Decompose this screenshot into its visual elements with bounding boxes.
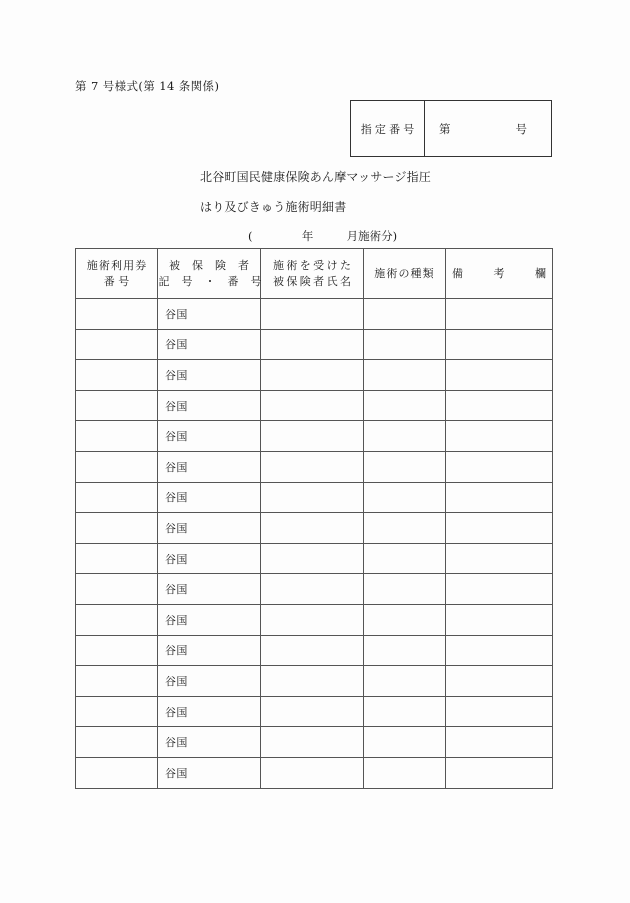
period-month-label: 月施術分) bbox=[346, 229, 398, 243]
cell-ticket-number[interactable] bbox=[76, 299, 158, 330]
cell-insured-symbol-number[interactable] bbox=[158, 299, 261, 330]
table-row bbox=[76, 727, 553, 758]
cell-insured-symbol-number[interactable] bbox=[158, 390, 261, 421]
cell-insured-symbol-number[interactable] bbox=[158, 604, 261, 635]
header-remarks-center: 考 bbox=[493, 266, 505, 280]
cell-ticket-number[interactable] bbox=[76, 482, 158, 513]
cell-ticket-number[interactable] bbox=[76, 421, 158, 452]
cell-insured-symbol-number-text: 谷国 bbox=[165, 674, 188, 688]
header-insured-name-line1: 施術を受けた bbox=[272, 258, 354, 272]
cell-treatment-type[interactable] bbox=[364, 727, 446, 758]
cell-insured-symbol-number-text: 谷国 bbox=[165, 368, 188, 382]
document-title-line-2: はり及びきゅう施術明細書 bbox=[200, 200, 347, 214]
cell-ticket-number[interactable] bbox=[76, 757, 158, 788]
cell-insured-symbol-number-text: 谷国 bbox=[165, 736, 188, 750]
cell-treatment-type[interactable] bbox=[364, 757, 446, 788]
cell-insured-symbol-number[interactable] bbox=[158, 421, 261, 452]
table-row bbox=[76, 360, 553, 391]
table-row bbox=[76, 604, 553, 635]
designated-number-suffix: 号 bbox=[515, 121, 527, 136]
cell-insured-symbol-number-text: 谷国 bbox=[165, 644, 188, 658]
cell-insured-name[interactable] bbox=[261, 329, 364, 360]
table-row bbox=[76, 482, 553, 513]
header-treatment-type bbox=[364, 249, 446, 299]
header-ticket-number-line1: 施術利用券 bbox=[86, 258, 148, 272]
cell-insured-symbol-number[interactable] bbox=[158, 360, 261, 391]
header-ticket-number-line2-left: 番 bbox=[103, 274, 115, 288]
header-insured-symbol-number-line1: 被 保 険 者 bbox=[169, 258, 250, 272]
cell-remarks[interactable] bbox=[446, 543, 553, 574]
cell-remarks[interactable] bbox=[446, 360, 553, 391]
cell-ticket-number[interactable] bbox=[76, 574, 158, 605]
cell-remarks[interactable] bbox=[446, 666, 553, 697]
period-year-label: 年 bbox=[301, 229, 314, 243]
cell-remarks[interactable] bbox=[446, 727, 553, 758]
cell-treatment-type[interactable] bbox=[364, 543, 446, 574]
cell-insured-symbol-number[interactable] bbox=[158, 513, 261, 544]
document-title-block bbox=[0, 168, 630, 244]
cell-remarks[interactable] bbox=[446, 482, 553, 513]
header-insured-name bbox=[261, 249, 364, 299]
cell-insured-name[interactable] bbox=[261, 482, 364, 513]
cell-treatment-type[interactable] bbox=[364, 513, 446, 544]
cell-insured-symbol-number-text: 谷国 bbox=[165, 491, 188, 505]
cell-remarks[interactable] bbox=[446, 451, 553, 482]
cell-treatment-type[interactable] bbox=[364, 390, 446, 421]
cell-insured-symbol-number-text: 谷国 bbox=[165, 766, 188, 780]
header-insured-name-line2: 被保険者氏名 bbox=[272, 274, 354, 288]
cell-insured-name[interactable] bbox=[261, 666, 364, 697]
header-treatment-type-label: 施術の種類 bbox=[374, 266, 435, 280]
cell-insured-name[interactable] bbox=[261, 574, 364, 605]
table-row bbox=[76, 329, 553, 360]
cell-ticket-number[interactable] bbox=[76, 513, 158, 544]
header-remarks-right: 欄 bbox=[535, 266, 546, 280]
cell-insured-name[interactable] bbox=[261, 451, 364, 482]
cell-remarks[interactable] bbox=[446, 329, 553, 360]
cell-remarks[interactable] bbox=[446, 513, 553, 544]
cell-treatment-type[interactable] bbox=[364, 329, 446, 360]
cell-ticket-number[interactable] bbox=[76, 604, 158, 635]
cell-insured-symbol-number[interactable] bbox=[158, 329, 261, 360]
table-row bbox=[76, 635, 553, 666]
table-header-row bbox=[76, 249, 553, 299]
table-row bbox=[76, 543, 553, 574]
cell-treatment-type[interactable] bbox=[364, 360, 446, 391]
cell-ticket-number[interactable] bbox=[76, 390, 158, 421]
table-row bbox=[76, 513, 553, 544]
table-row bbox=[76, 299, 553, 330]
header-insured-symbol-number bbox=[158, 249, 261, 299]
cell-treatment-type[interactable] bbox=[364, 482, 446, 513]
designated-number-label-cell bbox=[351, 101, 425, 156]
header-remarks bbox=[446, 249, 553, 299]
cell-ticket-number[interactable] bbox=[76, 329, 158, 360]
cell-insured-symbol-number[interactable] bbox=[158, 482, 261, 513]
cell-remarks[interactable] bbox=[446, 757, 553, 788]
designated-number-label: 指定番号 bbox=[360, 122, 418, 136]
cell-remarks[interactable] bbox=[446, 696, 553, 727]
cell-insured-symbol-number[interactable] bbox=[158, 635, 261, 666]
cell-insured-name[interactable] bbox=[261, 604, 364, 635]
cell-treatment-type[interactable] bbox=[364, 421, 446, 452]
cell-insured-name[interactable] bbox=[261, 757, 364, 788]
cell-insured-symbol-number-text: 谷国 bbox=[165, 460, 188, 474]
cell-insured-symbol-number[interactable] bbox=[158, 451, 261, 482]
cell-treatment-type[interactable] bbox=[364, 635, 446, 666]
header-ticket-number bbox=[76, 249, 158, 299]
table-row bbox=[76, 757, 553, 788]
cell-treatment-type[interactable] bbox=[364, 451, 446, 482]
cell-ticket-number[interactable] bbox=[76, 635, 158, 666]
table-row bbox=[76, 696, 553, 727]
cell-remarks[interactable] bbox=[446, 635, 553, 666]
cell-ticket-number[interactable] bbox=[76, 543, 158, 574]
cell-insured-symbol-number[interactable] bbox=[158, 543, 261, 574]
period-open-paren: ( bbox=[248, 229, 253, 243]
cell-insured-name[interactable] bbox=[261, 543, 364, 574]
header-ticket-number-line2-right: 号 bbox=[118, 274, 130, 288]
header-insured-symbol-number-line2: 記 号 ・ 番 号 bbox=[158, 274, 262, 288]
cell-insured-name[interactable] bbox=[261, 299, 364, 330]
table-row bbox=[76, 574, 553, 605]
cell-treatment-type[interactable] bbox=[364, 604, 446, 635]
cell-ticket-number[interactable] bbox=[76, 696, 158, 727]
cell-ticket-number[interactable] bbox=[76, 451, 158, 482]
treatment-detail-table bbox=[75, 248, 553, 789]
cell-insured-name[interactable] bbox=[261, 390, 364, 421]
table-row bbox=[76, 421, 553, 452]
cell-treatment-type[interactable] bbox=[364, 666, 446, 697]
cell-remarks[interactable] bbox=[446, 390, 553, 421]
cell-ticket-number[interactable] bbox=[76, 666, 158, 697]
cell-insured-name[interactable] bbox=[261, 635, 364, 666]
cell-insured-symbol-number-text: 谷国 bbox=[165, 399, 188, 413]
cell-insured-symbol-number[interactable] bbox=[158, 727, 261, 758]
cell-insured-name[interactable] bbox=[261, 727, 364, 758]
cell-ticket-number[interactable] bbox=[76, 360, 158, 391]
cell-insured-name[interactable] bbox=[261, 696, 364, 727]
form-number-label: 第 7 号様式(第 14 条関係) bbox=[75, 79, 220, 93]
cell-remarks[interactable] bbox=[446, 604, 553, 635]
document-title-line-1: 北谷町国民健康保険あん摩マッサージ指圧 bbox=[200, 170, 432, 184]
cell-treatment-type[interactable] bbox=[364, 574, 446, 605]
table-row bbox=[76, 666, 553, 697]
table-row bbox=[76, 451, 553, 482]
header-remarks-left: 備 bbox=[452, 266, 463, 280]
cell-insured-symbol-number-text: 谷国 bbox=[165, 613, 188, 627]
treatment-period-line bbox=[0, 228, 630, 244]
cell-insured-symbol-number[interactable] bbox=[158, 574, 261, 605]
cell-insured-symbol-number-text: 谷国 bbox=[165, 552, 188, 566]
cell-insured-symbol-number-text: 谷国 bbox=[165, 338, 188, 352]
designated-number-value-cell[interactable] bbox=[425, 101, 551, 156]
cell-insured-symbol-number-text: 谷国 bbox=[165, 430, 188, 444]
cell-insured-symbol-number-text: 谷国 bbox=[165, 705, 188, 719]
cell-insured-symbol-number[interactable] bbox=[158, 666, 261, 697]
designated-number-prefix: 第 bbox=[439, 121, 451, 136]
cell-insured-symbol-number-text: 谷国 bbox=[165, 307, 188, 321]
cell-insured-symbol-number-text: 谷国 bbox=[165, 583, 188, 597]
cell-insured-name[interactable] bbox=[261, 513, 364, 544]
cell-treatment-type[interactable] bbox=[364, 299, 446, 330]
cell-insured-symbol-number-text: 谷国 bbox=[165, 521, 188, 535]
cell-remarks[interactable] bbox=[446, 299, 553, 330]
cell-remarks[interactable] bbox=[446, 421, 553, 452]
designated-number-box bbox=[350, 100, 552, 157]
cell-treatment-type[interactable] bbox=[364, 696, 446, 727]
cell-insured-symbol-number[interactable] bbox=[158, 757, 261, 788]
table-body bbox=[76, 299, 553, 789]
table-row bbox=[76, 390, 553, 421]
cell-insured-symbol-number[interactable] bbox=[158, 696, 261, 727]
cell-insured-name[interactable] bbox=[261, 421, 364, 452]
cell-insured-name[interactable] bbox=[261, 360, 364, 391]
cell-ticket-number[interactable] bbox=[76, 727, 158, 758]
cell-remarks[interactable] bbox=[446, 574, 553, 605]
